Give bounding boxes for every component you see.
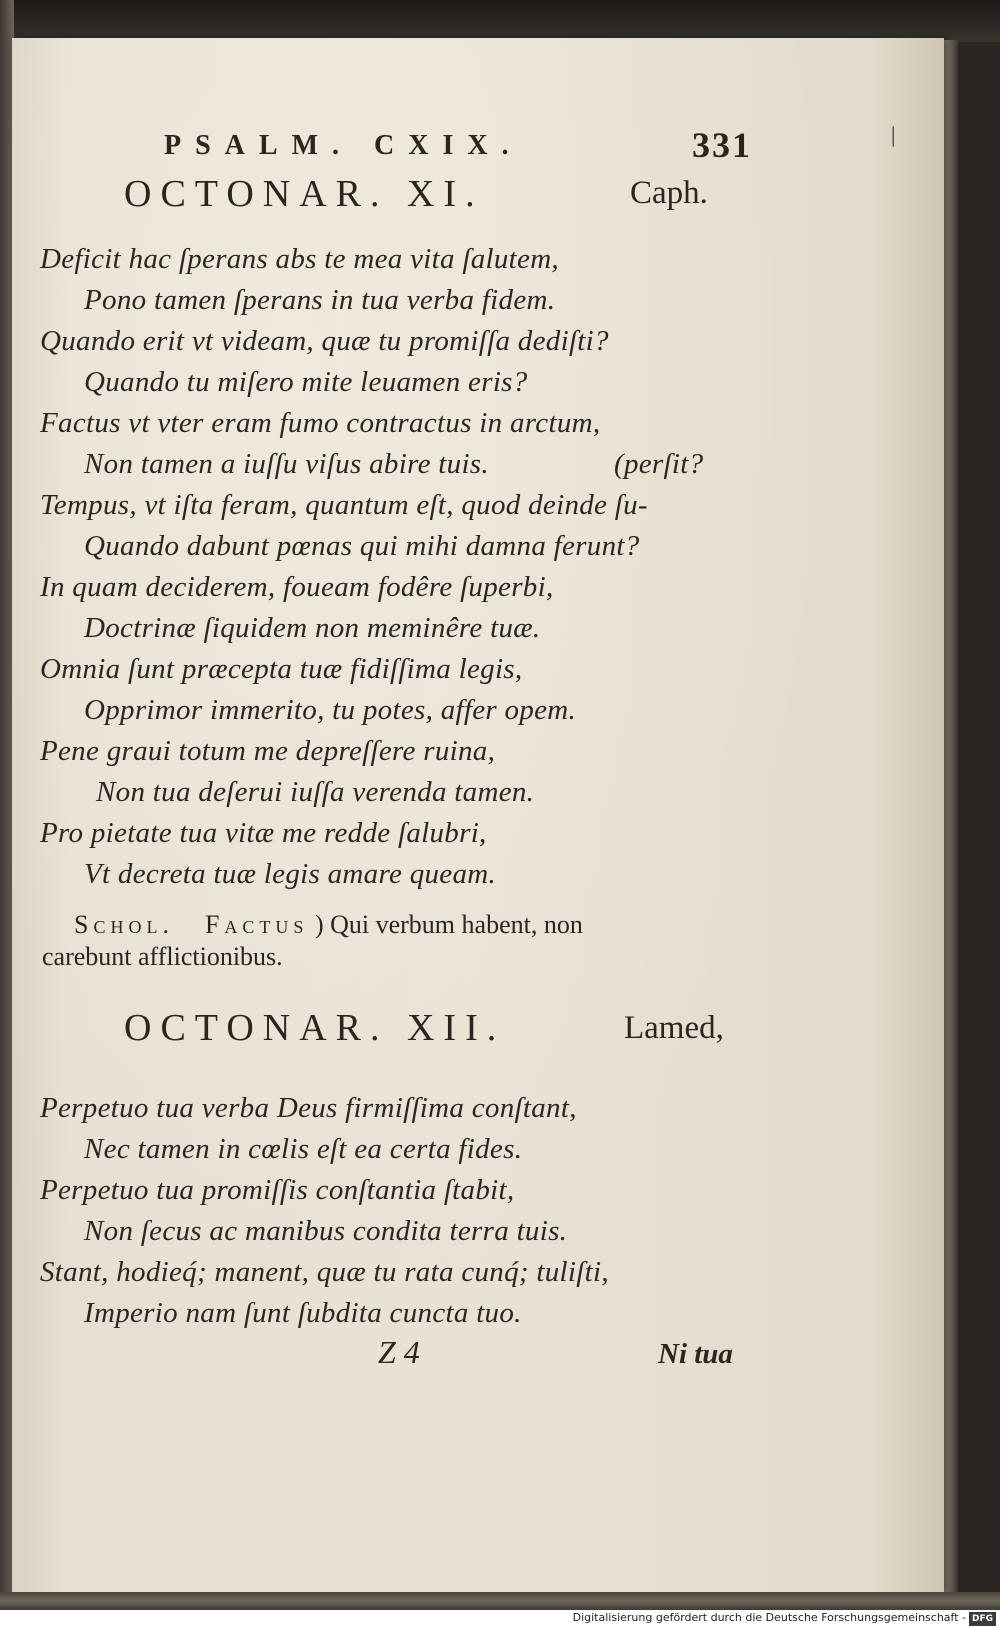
verse-line: Vt decreta tuæ legis amare queam. [84,858,497,890]
verse-line: Tempus, vt iſta feram, quantum eſt, quod deinde ſu- [40,489,648,521]
catchword: Ni tua [658,1338,733,1370]
scholion-text: ) Qui verbum habent, non [314,910,583,939]
binding-bottom [0,1592,1000,1610]
verse-line: Nec tamen in cœlis eſt ea certa fides. [84,1133,523,1165]
verse-line: Non tua deſerui iuſſa verenda tamen. [96,776,535,808]
verse-line: Quando tu miſero mite leuamen eris? [84,366,528,398]
verse-turnover: (perſit? [614,448,704,480]
verse-line: Factus vt vter eram fumo contractus in arctum, [40,407,601,439]
page-number: 331 [692,125,752,165]
verse-line: Perpetuo tua promiſſis conſtantia ſtabit, [40,1174,515,1206]
verse-line: Imperio nam ſunt ſubdita cuncta tuo. [84,1297,522,1329]
hebrew-letter-caph: Caph. [630,175,708,211]
verse-line: Pene graui totum me depreſſere ruina, [40,735,496,767]
dfg-logo: DFG [969,1612,996,1626]
verse-line: Doctrinæ ſiquidem non meminêre tuæ. [84,612,541,644]
page-edge [944,40,958,1592]
verse-line: Deficit hac ſperans abs te mea vita ſalutem, [40,243,559,275]
verse-line: Stant, hodieq́; manent, quæ tu rata cunq́; tuliſti, [40,1256,609,1288]
verse-line: Pro pietate tua vitæ me redde ſalubri, [40,817,487,849]
binding-top [0,0,1000,42]
signature-mark: Z 4 [378,1334,420,1370]
running-head: PSALM. CXIX. [164,130,523,161]
margin-mark: | [891,122,896,147]
verse-line: Non ſecus ac manibus condita terra tuis. [84,1215,568,1247]
digitization-credit: Digitalisierung gefördert durch die Deutsche Forschungsgemeinschaft - [572,1611,966,1624]
verse-line: Non tamen a iuſſu viſus abire tuis. [84,448,489,480]
verse-line: Perpetuo tua verba Deus firmiſſima conſtant, [40,1092,577,1124]
verse-line: Pono tamen ſperans in tua verba fidem. [84,284,556,316]
verse-line: Opprimor immerito, tu potes, affer opem. [84,694,577,726]
scholion-label: Schol. [74,910,174,939]
hebrew-letter-lamed: Lamed, [624,1010,724,1046]
scholion-line-2: carebunt afflictionibus. [42,942,283,971]
book-page [12,38,944,1594]
verse-line: Omnia ſunt præcepta tuæ fidiſſima legis, [40,653,523,685]
scholion-line-1 [74,910,583,940]
verse-line: Quando dabunt pœnas qui mihi damna ferunt? [84,530,640,562]
verse-line: In quam deciderem, foueam fodêre ſuperbi, [40,571,554,603]
section-title-xi: OCTONAR. XI. [124,173,484,215]
section-title-xii: OCTONAR. XII. [124,1007,506,1049]
scholion-keyword: Factus [204,910,309,939]
verse-line: Quando erit vt videam, quæ tu promiſſa dediſti? [40,325,609,357]
